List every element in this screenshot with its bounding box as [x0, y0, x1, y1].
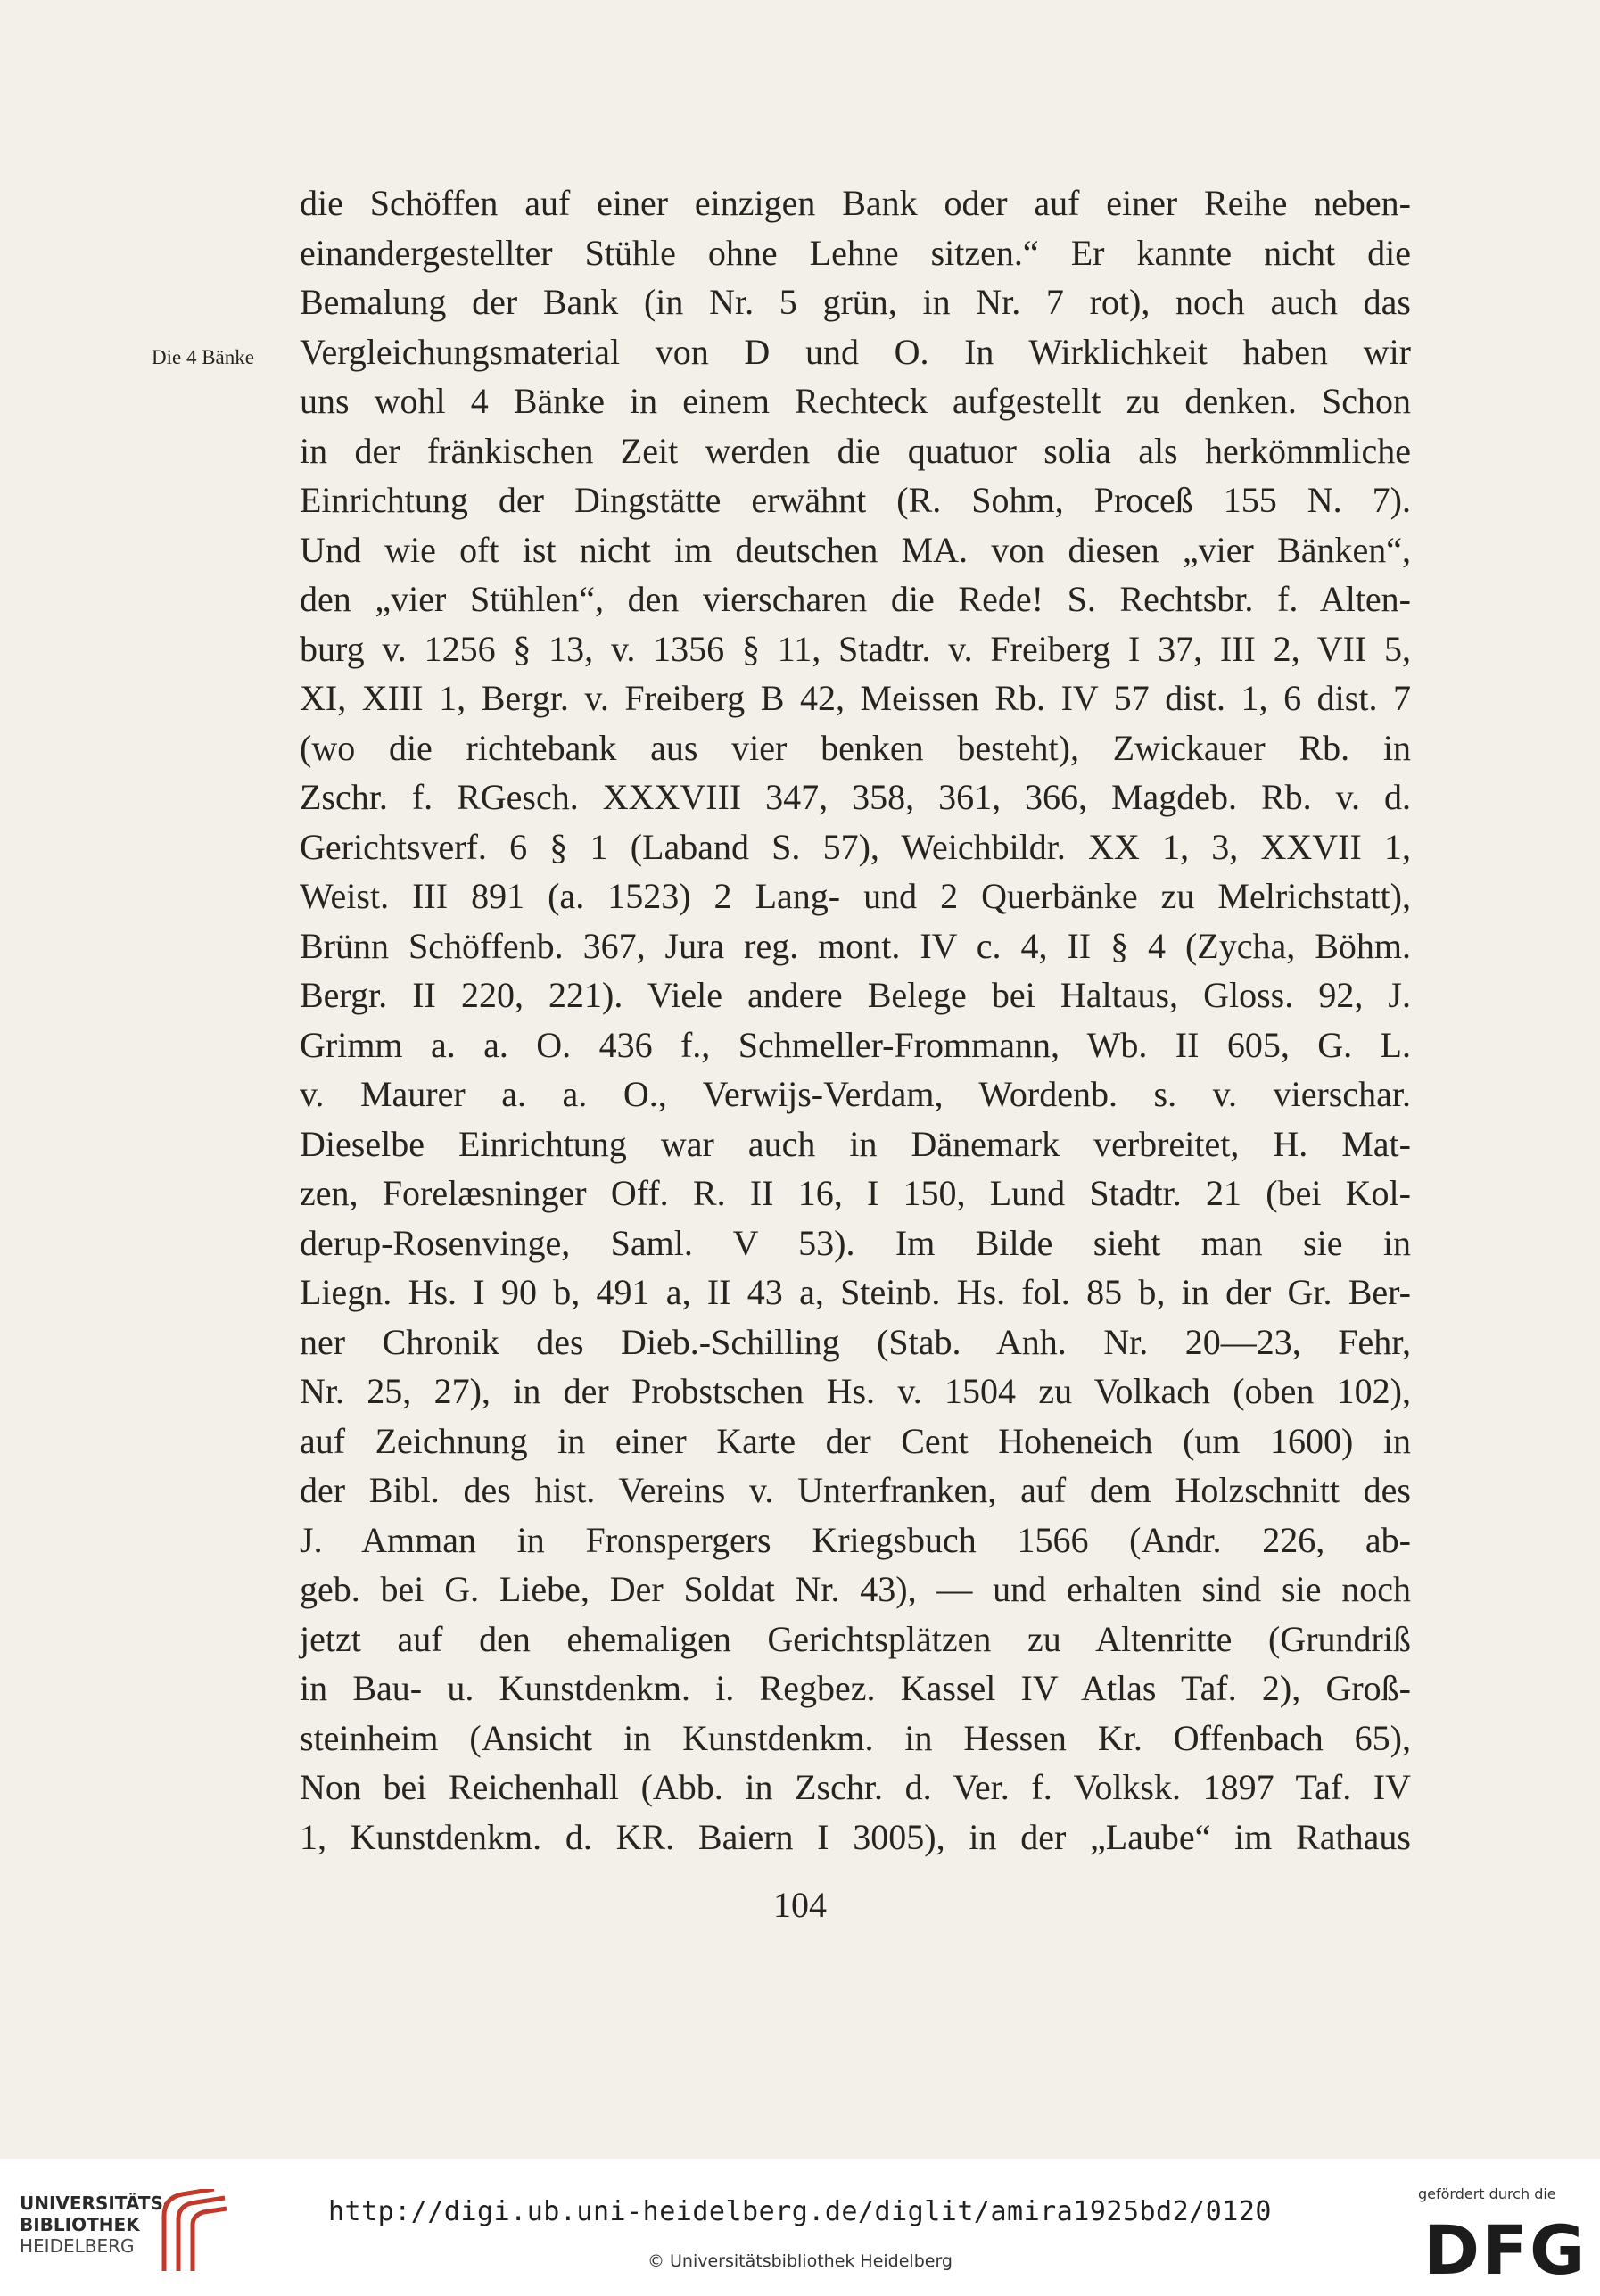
text-line: Nr. 25, 27), in der Probstschen Hs. v. 1504 zu Volkach (oben 102),	[300, 1371, 1411, 1411]
body-text	[300, 178, 1411, 1862]
text-line: Non bei Reichenhall (Abb. in Zschr. d. Ver. f. Volksk. 1897 Taf. IV	[300, 1767, 1411, 1807]
text-line: (wo die richtebank aus vier benken besteht), Zwickauer Rb. in	[300, 727, 1411, 768]
text-line: einandergestellter Stühle ohne Lehne sitzen.“ Er kannte nicht die	[300, 232, 1411, 273]
text-line: XI, XIII 1, Bergr. v. Freiberg B 42, Meissen Rb. IV 57 dist. 1, 6 dist. 7	[300, 678, 1411, 718]
text-line: Vergleichungsmaterial von D und O. In Wirklichkeit haben wir	[300, 331, 1411, 372]
text-line: Und wie oft ist nicht im deutschen MA. von diesen „vier Bänken“,	[300, 529, 1411, 570]
text-line: burg v. 1256 § 13, v. 1356 § 11, Stadtr. v. Freiberg I 37, III 2, VII 5,	[300, 628, 1411, 669]
page-number: 104	[773, 1885, 827, 1925]
text-line: J. Amman in Fronspergers Kriegsbuch 1566 (Andr. 226, ab-	[300, 1519, 1411, 1560]
document-url-link[interactable]: http://digi.ub.uni-heidelberg.de/diglit/amira1925bd2/0120	[327, 2196, 1272, 2227]
text-line: 1, Kunstdenkm. d. KR. Baiern I 3005), in der „Laube“ im Rathaus	[300, 1816, 1411, 1857]
text-line: Brünn Schöffenb. 367, Jura reg. mont. IV c. 4, II § 4 (Zycha, Böhm.	[300, 925, 1411, 966]
text-line: geb. bei G. Liebe, Der Soldat Nr. 43), — und erhalten sind sie noch	[300, 1569, 1411, 1609]
text-line: den „vier Stühlen“, den vierscharen die Rede! S. Rechtsbr. f. Alten-	[300, 579, 1411, 619]
text-line: steinheim (Ansicht in Kunstdenkm. in Hessen Kr. Offenbach 65),	[300, 1717, 1411, 1758]
library-name-line-1: UNIVERSITÄTS-	[20, 2193, 171, 2214]
text-line: Grimm a. a. O. 436 f., Schmeller-Frommann, Wb. II 605, G. L.	[300, 1024, 1411, 1065]
text-line: Einrichtung der Dingstätte erwähnt (R. Sohm, Proceß 155 N. 7).	[300, 480, 1411, 520]
text-line: ner Chronik des Dieb.-Schilling (Stab. Anh. Nr. 20—23, Fehr,	[300, 1321, 1411, 1362]
text-line: in Bau- u. Kunstdenkm. i. Regbez. Kassel IV Atlas Taf. 2), Groß-	[300, 1668, 1411, 1708]
text-line: Gerichtsverf. 6 § 1 (Laband S. 57), Weichbildr. XX 1, 3, XXVII 1,	[300, 826, 1411, 867]
text-line: Weist. III 891 (a. 1523) 2 Lang- und 2 Querbänke zu Melrichstatt),	[300, 876, 1411, 916]
text-line: Zschr. f. RGesch. XXXVIII 347, 358, 361, 366, Magdeb. Rb. v. d.	[300, 777, 1411, 817]
text-line: Bemalung der Bank (in Nr. 5 grün, in Nr. 7 rot), noch auch das	[300, 282, 1411, 322]
text-line: derup-Rosenvinge, Saml. V 53). Im Bilde sieht man sie in	[300, 1222, 1411, 1263]
library-name-line-2: BIBLIOTHEK	[20, 2214, 140, 2235]
margin-note: Die 4 Bänke	[152, 346, 254, 368]
copyright-notice: © Universitätsbibliothek Heidelberg	[647, 2251, 953, 2271]
text-line: in der fränkischen Zeit werden die quatuor solia als herkömmliche	[300, 430, 1411, 471]
text-line: jetzt auf den ehemaligen Gerichtsplätzen zu Altenritte (Grundriß	[300, 1618, 1411, 1659]
text-line: die Schöffen auf einer einzigen Bank oder auf einer Reihe neben-	[300, 183, 1411, 223]
footer-bar	[0, 2159, 1600, 2296]
text-line: der Bibl. des hist. Vereins v. Unterfranken, auf dem Holzschnitt des	[300, 1470, 1411, 1510]
text-line: zen, Forelæsninger Off. R. II 16, I 150, Lund Stadtr. 21 (bei Kol-	[300, 1173, 1411, 1213]
funded-by-label: gefördert durch die	[1418, 2185, 1556, 2202]
text-line: Liegn. Hs. I 90 b, 491 a, II 43 a, Steinb. Hs. fol. 85 b, in der Gr. Ber-	[300, 1272, 1411, 1312]
library-name-line-3: HEIDELBERG	[20, 2235, 135, 2257]
text-line: Bergr. II 220, 221). Viele andere Belege bei Haltaus, Gloss. 92, J.	[300, 975, 1411, 1015]
dfg-logo: DFG	[1423, 2210, 1588, 2290]
text-line: v. Maurer a. a. O., Verwijs-Verdam, Wordenb. s. v. vierschar.	[300, 1074, 1411, 1114]
text-line: auf Zeichnung in einer Karte der Cent Hoheneich (um 1600) in	[300, 1420, 1411, 1461]
text-line: uns wohl 4 Bänke in einem Rechteck aufgestellt zu denken. Schon	[300, 381, 1411, 421]
text-line: Dieselbe Einrichtung war auch in Dänemark verbreitet, H. Mat-	[300, 1123, 1411, 1164]
